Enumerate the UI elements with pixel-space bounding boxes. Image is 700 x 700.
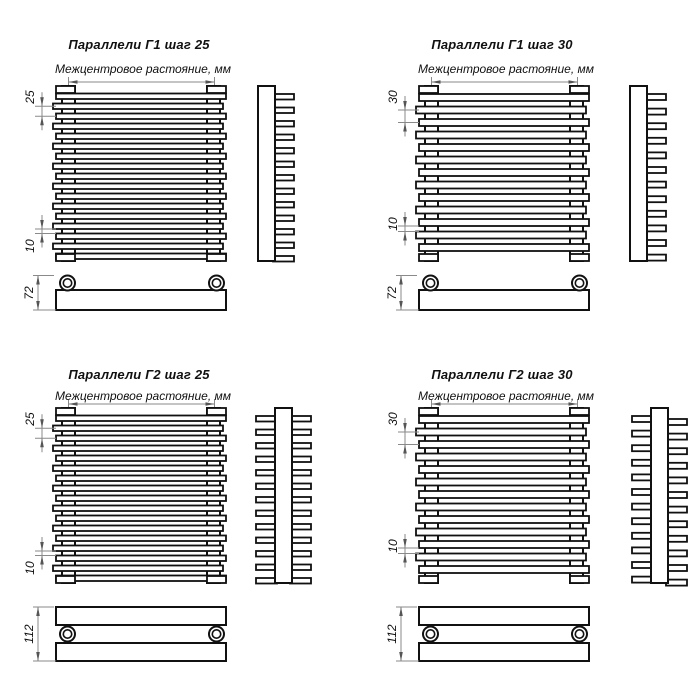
dim-label-step: 30 bbox=[386, 90, 400, 104]
dim-label-step: 25 bbox=[23, 412, 37, 426]
dim-label-base-height: 112 bbox=[22, 624, 36, 644]
dim-label-base-height: 112 bbox=[385, 624, 399, 644]
panel-subtitle: Межцентровое растояние, мм bbox=[418, 62, 594, 76]
panel-title: Параллели Г2 шаг 25 bbox=[68, 367, 210, 382]
dim-label-base-height: 72 bbox=[385, 286, 399, 300]
dim-label-gap: 10 bbox=[23, 561, 37, 575]
panel-drawing-g2-step25 bbox=[33, 399, 311, 661]
dim-label-gap: 10 bbox=[23, 239, 37, 253]
panel-drawing-g2-step30 bbox=[396, 399, 687, 661]
panel-drawing-g1-step30 bbox=[396, 77, 666, 310]
panel-title: Параллели Г2 шаг 30 bbox=[431, 367, 573, 382]
dim-label-step: 25 bbox=[23, 90, 37, 104]
panel-subtitle: Межцентровое растояние, мм bbox=[55, 389, 231, 403]
panel-title: Параллели Г1 шаг 30 bbox=[431, 37, 573, 52]
dim-label-gap: 10 bbox=[386, 539, 400, 553]
dim-label-base-height: 72 bbox=[22, 286, 36, 300]
dim-label-gap: 10 bbox=[386, 217, 400, 231]
panel-subtitle: Межцентровое растояние, мм bbox=[55, 62, 231, 76]
panel-subtitle: Межцентровое растояние, мм bbox=[418, 389, 594, 403]
dim-label-step: 30 bbox=[386, 412, 400, 426]
panel-title: Параллели Г1 шаг 25 bbox=[68, 37, 210, 52]
panel-drawing-g1-step25 bbox=[33, 77, 294, 310]
